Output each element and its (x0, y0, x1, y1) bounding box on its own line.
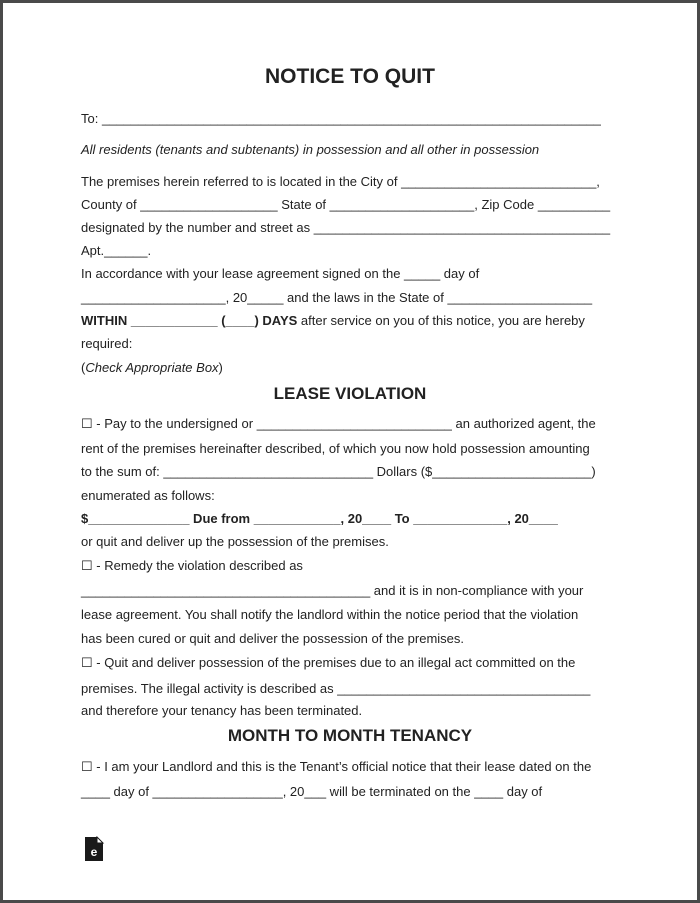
required-line: required: (81, 336, 133, 351)
svg-text:e: e (90, 845, 98, 859)
lease-violation-line-10: ☐ - Quit and deliver possession of the premises due to an illegal act committed on the (81, 655, 576, 670)
lease-violation-line-7: ________________________________________ and it is in non-compliance with your (81, 583, 584, 598)
lease-violation-line-3: to the sum of: _____________________________ Dollars ($______________________) (81, 464, 596, 479)
premises-line-4: Apt.______. (81, 243, 152, 258)
month-to-month-heading: MONTH TO MONTH TENANCY (227, 726, 473, 745)
lease-violation-line-1: ☐ - Pay to the undersigned or ___________________________ an authorized agent, the (81, 416, 596, 431)
within-days-bold: WITHIN ____________ (____) DAYS (81, 313, 298, 328)
due-from-line: $______________ Due from ____________, 20____ To _____________, 20____ (81, 511, 558, 526)
premises-line-5: In accordance with your lease agreement signed on the _____ day of (81, 266, 480, 281)
premises-line-3: designated by the number and street as _________________________________________ (81, 220, 611, 235)
lease-violation-line-8: lease agreement. You shall notify the landlord within the notice period that the violation (81, 607, 579, 622)
check-box-text: Check Appropriate Box (85, 360, 219, 375)
check-box-instruction (81, 360, 223, 376)
lease-violation-line-12: and therefore your tenancy has been terminated. (81, 703, 363, 718)
lease-violation-line-9: has been cured or quit and deliver the possession of the premises. (81, 631, 465, 646)
premises-line-6: ____________________, 20_____ and the laws in the State of ____________________ (81, 290, 593, 305)
lease-violation-line-2: rent of the premises hereinafter described, of which you now hold possession amounting (81, 441, 590, 456)
month-to-month-line-2: ____ day of __________________, 20___ will be terminated on the ____ day of (81, 784, 543, 799)
within-days-rest: after service on you of this notice, you are hereby (297, 313, 585, 328)
lease-violation-line-11: premises. The illegal activity is described as ___________________________________ (81, 681, 591, 696)
premises-line-1: The premises herein referred to is located in the City of ___________________________, (81, 174, 600, 189)
residents-line: All residents (tenants and subtenants) in possession and all other in possession (81, 142, 540, 157)
to-line: To: _____________________________________________________________________ (81, 111, 601, 126)
lease-violation-line-5: or quit and deliver up the possession of the premises. (81, 534, 389, 549)
month-to-month-line-1: ☐ - I am your Landlord and this is the Tenant’s official notice that their lease dated on the (81, 759, 592, 774)
within-line (81, 313, 585, 329)
lease-violation-heading: LEASE VIOLATION (273, 384, 427, 403)
document-title: NOTICE TO QUIT (265, 65, 435, 88)
paren-open: ( (81, 360, 86, 375)
lease-violation-line-6: ☐ - Remedy the violation described as (81, 558, 303, 573)
eforms-logo-icon (83, 836, 105, 862)
paren-close: ) (218, 360, 223, 375)
lease-violation-line-4: enumerated as follows: (81, 488, 215, 503)
premises-line-2: County of ___________________ State of ____________________, Zip Code __________ (81, 197, 611, 212)
